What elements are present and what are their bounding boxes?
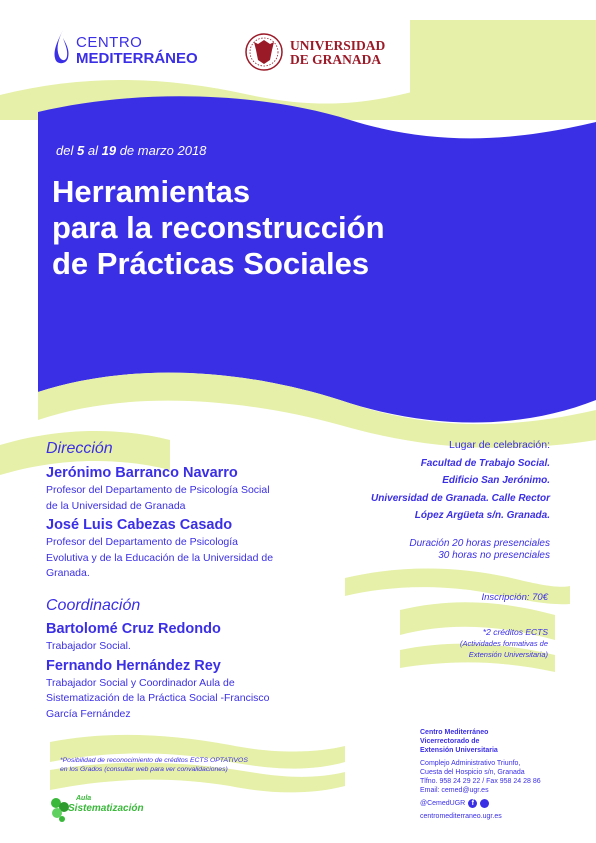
creditos-line: Extensión Universitaria) [468, 650, 548, 659]
person-desc-line: Profesor del Departamento de Psicología Social [46, 484, 270, 496]
contact-bold-line: Vicerrectorado de [420, 738, 480, 745]
ects-note [60, 756, 350, 774]
creditos-line: (Actividades formativas de [460, 639, 548, 648]
aula-logo-line1: Aula [76, 795, 92, 802]
lugar-heading: Lugar de celebración: [449, 439, 550, 451]
duracion-line: Duración 20 horas presenciales [409, 538, 550, 549]
lugar-section [330, 437, 550, 525]
aula-sistematizacion-logo [48, 795, 168, 825]
course-title [52, 174, 512, 282]
person-desc-line: Evolutiva y de la Educación de la Universidad de [46, 551, 274, 564]
logo-text-de-granada: DE GRANADA [290, 52, 382, 67]
course-dates [56, 143, 206, 158]
person-desc-line: Trabajador Social y Coordinador Aula de [46, 676, 235, 689]
flame-icon [52, 28, 74, 68]
duracion-section [330, 538, 550, 562]
creditos-title: *2 créditos ECTS [482, 627, 548, 637]
person-desc-line: Profesor del Departamento de Psicología [46, 536, 239, 548]
website-link[interactable]: centromediterraneo.ugr.es [420, 813, 502, 820]
person-desc-line: de la Universidad de Granada [46, 499, 186, 512]
contact-line: Complejo Administrativo Triunfo, [420, 760, 521, 767]
green-wave-top-right [410, 20, 596, 110]
logo-text-centro: CENTRO [76, 34, 143, 51]
title-line: de Prácticas Sociales [52, 246, 370, 281]
duracion-line: 30 horas no presenciales [438, 550, 550, 561]
university-seal-icon [244, 30, 284, 74]
logo-text-mediterraneo: MEDITERRÁNEO [76, 50, 198, 67]
social-handle[interactable]: @CemedUGR [420, 800, 466, 807]
dates-prefix: del [56, 143, 74, 158]
direccion-section [46, 440, 336, 582]
logo-text-universidad: UNIVERSIDAD [290, 38, 386, 53]
ects-note-line: *Posibilidad de reconocimiento de créditos ECTS OPTATIVOS [60, 757, 248, 764]
inscripcion-price: Inscripción: 70€ [481, 592, 548, 603]
title-line: para la reconstrucción [52, 210, 385, 245]
facebook-icon[interactable]: f [468, 799, 477, 808]
title-line: Herramientas [52, 174, 251, 209]
contact-bold-line: Extensión Universitaria [420, 747, 498, 754]
dates-mid: al [87, 143, 98, 158]
creditos-section [380, 627, 548, 660]
dates-start: 5 [76, 143, 85, 158]
coordinacion-heading: Coordinación [46, 597, 141, 614]
person-desc-line: García Fernández [46, 707, 131, 720]
contact-email[interactable]: Email: cemed@ugr.es [420, 787, 489, 794]
lugar-line: Universidad de Granada. Calle Rector [371, 492, 550, 504]
person-name: Fernando Hernández Rey [46, 657, 221, 674]
person-desc-line: Trabajador Social. [46, 640, 131, 652]
centro-mediterraneo-logo [52, 28, 212, 72]
contact-line: Tlfno. 958 24 29 22 / Fax 958 24 28 86 [420, 778, 541, 785]
ects-note-line: en los Grados (consultar web para ver convalidaciones) [60, 766, 228, 773]
person-name: Bartolomé Cruz Redondo [46, 621, 221, 637]
twitter-icon[interactable] [480, 799, 489, 808]
contact-block [420, 728, 580, 821]
person-desc-line: Granada. [46, 567, 90, 579]
lugar-line: Facultad de Trabajo Social. [420, 457, 550, 469]
universidad-granada-logo [244, 30, 394, 74]
person-name: José Luis Cabezas Casado [46, 517, 233, 533]
direccion-heading: Dirección [46, 440, 113, 457]
social-row [420, 799, 580, 808]
contact-bold-line: Centro Mediterráneo [420, 729, 489, 736]
person-desc-line: Sistematización de la Práctica Social -Francisco [46, 692, 270, 704]
person-name: Jerónimo Barranco Navarro [46, 465, 238, 481]
lugar-line: López Argüeta s/n. Granada. [414, 510, 550, 521]
dates-end: 19 [101, 143, 117, 158]
dates-suffix: de marzo 2018 [119, 143, 207, 158]
aula-logo-line2: Sistematización [68, 803, 144, 814]
contact-line: Cuesta del Hospicio s/n, Granada [420, 769, 525, 776]
lugar-line: Edificio San Jerónimo. [442, 475, 550, 486]
coordinacion-section [46, 597, 346, 722]
